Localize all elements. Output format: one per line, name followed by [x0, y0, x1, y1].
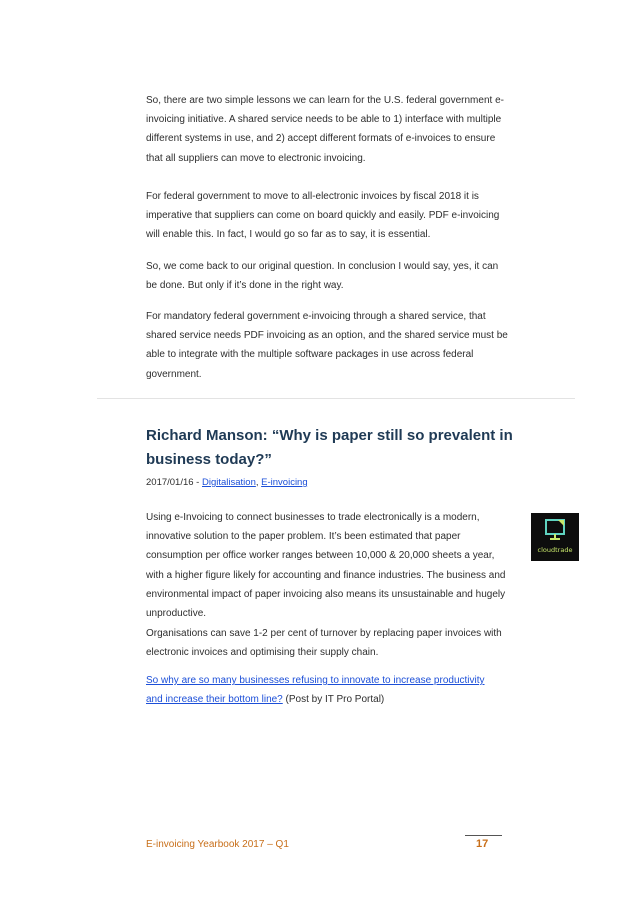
paragraph: For federal government to move to all-electronic invoices by fiscal 2018 it is imperative that suppliers can come on board quickly and easily. PDF e-invoicing will enable this. In fact, I would go so far as to say, it is essential. [146, 191, 500, 241]
footer-title: E-invoicing Yearbook 2017 – Q1 [146, 839, 289, 850]
paragraph: For mandatory federal government e-invoicing through a shared service, that shared service needs PDF invoicing as an option, and the shared service must be able to integrate with the multiple software packages in use across federal government. [146, 311, 508, 380]
section-body [146, 91, 508, 168]
article-date: 2017/01/16 - [146, 477, 202, 488]
paragraph: So, we come back to our original question. In conclusion I would say, yes, it can be done. But only if it’s done in the right way. [146, 261, 499, 292]
article-title: Richard Manson: “Why is paper still so prevalent in business today?” [146, 427, 513, 468]
section-body [146, 257, 508, 295]
article-source-link[interactable]: So why are so many businesses refusing to innovate to increase productivity and increase their bottom line? [146, 675, 485, 706]
page-number: 17 [476, 838, 489, 850]
monitor-icon [531, 513, 579, 547]
paragraph: Using e-Invoicing to connect businesses to trade electronically is a modern, innovative solution to the paper problem. It’s been estimated that paper consumption per office worker ranges between 10,000 & 20,000 sheets a year, with a higher figure likely for accounting and finance industries. The business and environmental impact of paper invoicing also means its unsustainable and hugely unproductive. [146, 512, 506, 620]
article-link-block [146, 671, 486, 709]
section-body [146, 307, 508, 384]
tag-digitalisation-link[interactable]: Digitalisation [202, 477, 256, 488]
paragraph: Organisations can save 1-2 per cent of turnover by replacing paper invoices with electronic invoices and optimising their supply chain. [146, 628, 502, 659]
logo-wordmark: cloudtrade [537, 546, 573, 554]
section-body [146, 187, 508, 245]
paragraph [146, 671, 486, 709]
cloudtrade-logo [531, 513, 579, 561]
tag-separator: , [255, 477, 262, 488]
article-meta [146, 477, 308, 488]
article-body [146, 624, 510, 662]
article-body [146, 508, 508, 623]
paragraph: So, there are two simple lessons we can learn for the U.S. federal government e-invoicing initiative. A shared service needs to be able to 1) interface with multiple different systems in use, and 2) accept different formats of e-invoices to ensure that all suppliers can move to electronic invoicing. [146, 95, 504, 164]
section-divider [97, 398, 575, 399]
footer-rule [465, 835, 502, 836]
link-suffix: (Post by IT Pro Portal) [282, 694, 385, 706]
tag-e-invoicing-link[interactable]: E-invoicing [261, 477, 308, 488]
